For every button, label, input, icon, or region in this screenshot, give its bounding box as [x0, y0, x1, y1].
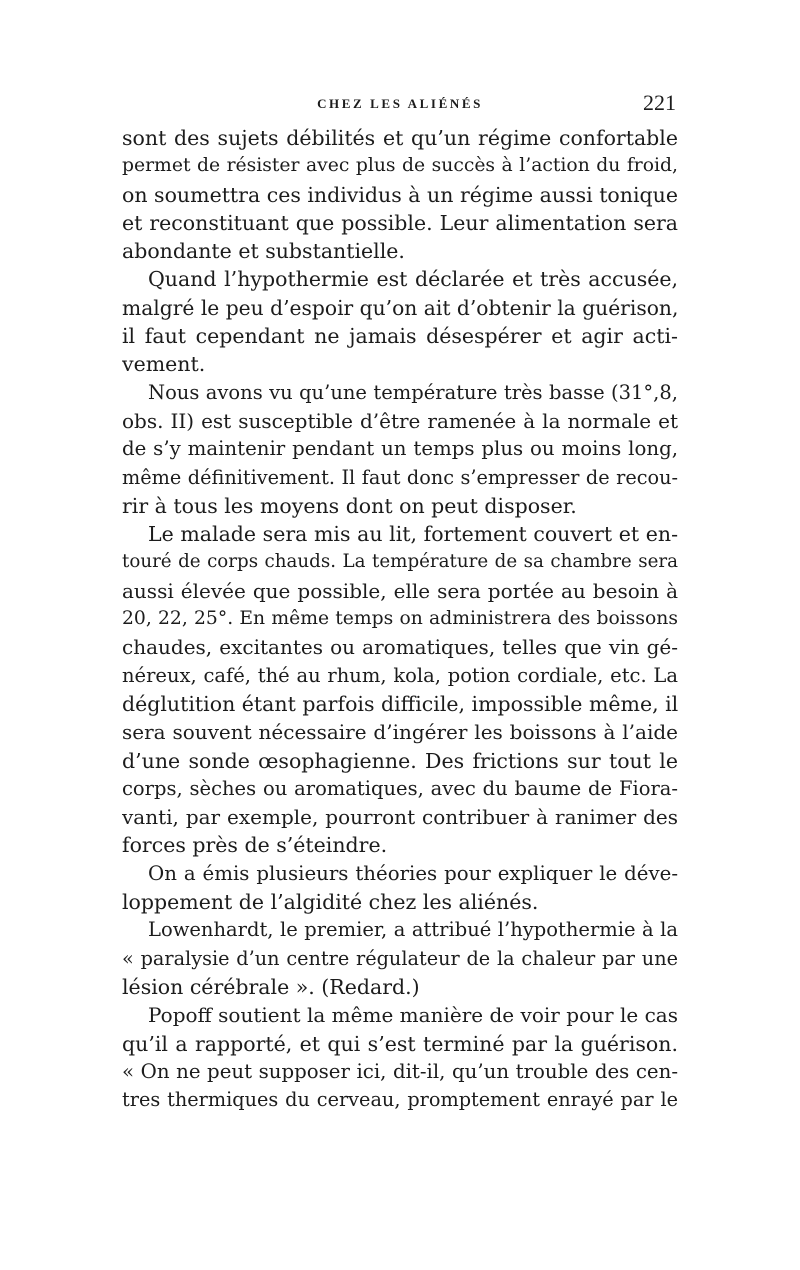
text-line: 20, 22, 25°. En même temps on administrera des boissons [122, 608, 678, 630]
text-line: « On ne peut supposer ici, dit-il, qu’un trouble des cen- [122, 1059, 678, 1083]
text-line: tres thermiques du cerveau, promptement enrayé par le [122, 1088, 678, 1112]
text-line: même définitivement. Il faut donc s’empresser de recou- [122, 465, 678, 489]
text-line: « paralysie d’un centre régulateur de la chaleur par une [122, 946, 678, 970]
text-line: lésion cérébrale ». (Redard.) [122, 974, 420, 999]
text-line: qu’il a rapporté, et qui s’est terminé par la guérison. [122, 1031, 678, 1056]
text-line: sont des sujets débilités et qu’un régime confortable [122, 126, 678, 150]
text-line: chaudes, excitantes ou aromatiques, telles que vin gé- [122, 635, 678, 660]
text-line: et reconstituant que possible. Leur alimentation sera [122, 210, 678, 235]
text-line: Popoff soutient la même manière de voir pour le cas [148, 1003, 678, 1028]
text-line: obs. II) est susceptible d’être ramenée à la normale et [122, 408, 678, 433]
text-line: vement. [122, 352, 206, 377]
text-line: rir à tous les moyens dont on peut disposer. [122, 493, 577, 518]
text-line: corps, sèches ou aromatiques, avec du baume de Fiora- [122, 776, 678, 800]
text-line: touré de corps chauds. La température de sa chambre sera [122, 551, 678, 573]
text-line: d’une sonde œsophagienne. Des frictions sur tout le [122, 748, 678, 773]
text-line: malgré le peu d’espoir qu’on ait d’obtenir la guérison, [122, 295, 678, 320]
text-line: abondante et substantielle. [122, 239, 405, 264]
page-header [122, 90, 678, 124]
text-line: néreux, café, thé au rhum, kola, potion cordiale, etc. La [122, 663, 678, 687]
text-line: sera souvent nécessaire d’ingérer les boissons à l’aide [122, 720, 678, 745]
running-title: CHEZ LES ALIÉNÉS [317, 96, 483, 111]
text-line: Lowenhardt, le premier, a attribué l’hypothermie à la [148, 918, 678, 942]
text-line: de s’y maintenir pendant un temps plus ou moins long, [122, 437, 678, 461]
text-line: forces près de s’éteindre. [122, 833, 388, 858]
body-text [122, 124, 678, 1114]
text-line: aussi élevée que possible, elle sera portée au besoin à [122, 578, 678, 603]
text-line: permet de résister avec plus de succès à l’action du froid, [122, 155, 678, 177]
text-line: déglutition étant parfois difficile, impossible même, il [122, 691, 678, 716]
text-line: on soumettra ces individus à un régime aussi tonique [122, 182, 678, 207]
text-line: On a émis plusieurs théories pour expliquer le déve- [148, 861, 678, 885]
page-number: 221 [643, 90, 676, 115]
text-line: loppement de l’algidité chez les aliénés. [122, 890, 539, 915]
text-line: il faut cependant ne jamais désespérer et agir acti- [122, 324, 678, 349]
text-line: Le malade sera mis au lit, fortement couvert et en- [148, 522, 678, 547]
text-line: Quand l’hypothermie est déclarée et très accusée, [148, 267, 678, 292]
text-line: Nous avons vu qu’une température très basse (31°,8, [148, 380, 678, 404]
text-line: vanti, par exemple, pourront contribuer à ranimer des [122, 805, 678, 830]
